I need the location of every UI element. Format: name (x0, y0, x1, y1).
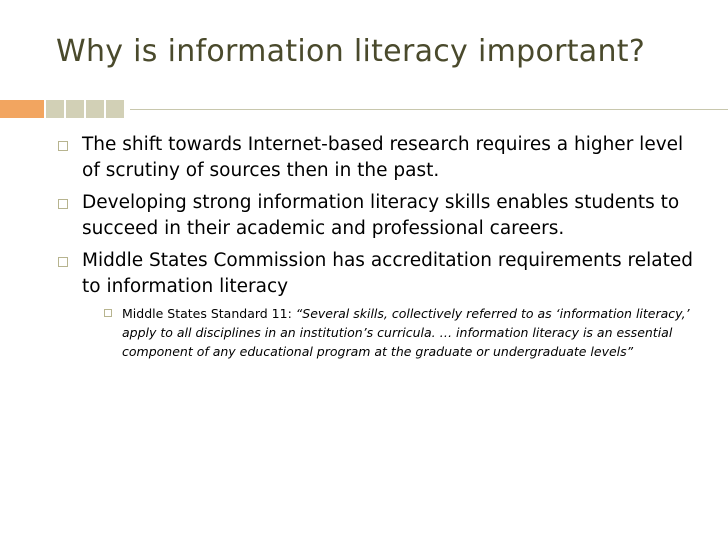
divider-block (86, 100, 104, 118)
sub-bullet-quote: “Several skills, collectively referred to as ‘information literacy,’ apply to all disciplines in an institution’s curricula. … information literacy is an essential component of any educational program at the graduate or undergraduate levels” (122, 306, 690, 359)
bullet-item (58, 248, 698, 361)
bullet-item (58, 132, 698, 184)
bullet-text: The shift towards Internet-based research requires a higher level of scrutiny of sources then in the past. (82, 134, 684, 181)
title-divider (0, 100, 728, 118)
bullet-text: Developing strong information literacy skills enables students to succeed in their academic and professional careers. (82, 192, 680, 239)
square-bullet-icon (58, 199, 68, 209)
divider-block (106, 100, 124, 118)
divider-block (66, 100, 84, 118)
square-bullet-icon (58, 141, 68, 151)
slide-title: Why is information literacy important? (56, 34, 646, 69)
sub-bullet-item (104, 304, 698, 361)
divider-block (46, 100, 64, 118)
bullet-text: Middle States Commission has accreditation requirements related to information literacy (82, 250, 693, 297)
divider-line (130, 109, 728, 110)
bullet-item (58, 190, 698, 242)
square-bullet-icon (58, 257, 68, 267)
square-bullet-icon (104, 309, 112, 317)
divider-accent-block (0, 100, 44, 118)
sub-bullet-lead: Middle States Standard 11: (122, 306, 296, 321)
bullet-list (58, 132, 698, 367)
